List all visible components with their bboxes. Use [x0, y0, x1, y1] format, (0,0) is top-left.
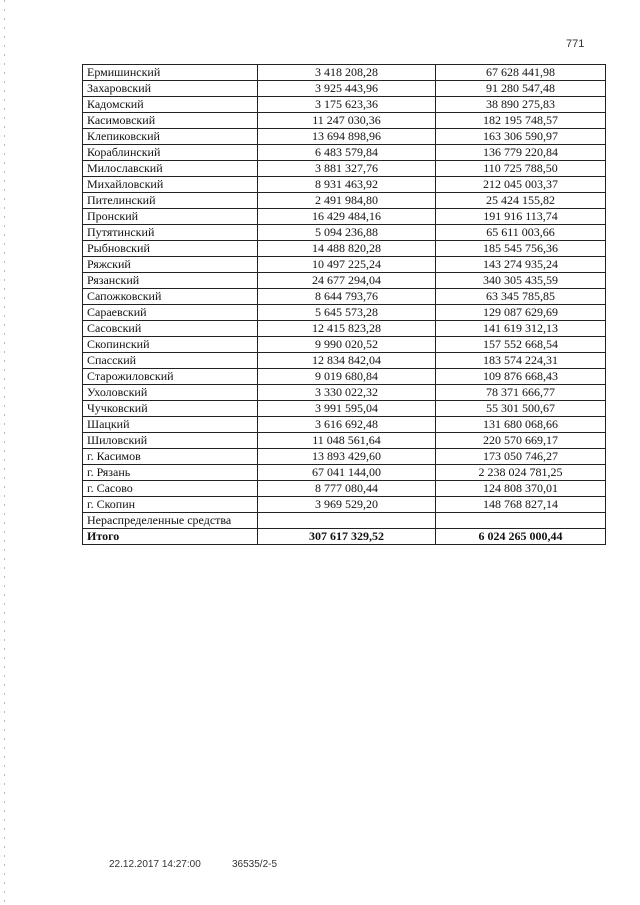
value-column-1-cell: 3 330 022,32 — [258, 385, 436, 401]
value-column-2-cell: 148 768 827,14 — [436, 497, 606, 513]
district-name-cell: Рыбновский — [83, 241, 258, 257]
table-body — [83, 65, 606, 545]
table-row — [83, 433, 606, 449]
table-row — [83, 241, 606, 257]
table-row — [83, 305, 606, 321]
table-row — [83, 129, 606, 145]
value-column-2-cell: 191 916 113,74 — [436, 209, 606, 225]
table-row — [83, 369, 606, 385]
value-column-1-cell: 12 415 823,28 — [258, 321, 436, 337]
value-column-1-cell: 24 677 294,04 — [258, 273, 436, 289]
value-column-2-cell: 67 628 441,98 — [436, 65, 606, 81]
district-name-cell: Спасский — [83, 353, 258, 369]
value-column-1-cell: 16 429 484,16 — [258, 209, 436, 225]
district-name-cell: г. Сасово — [83, 481, 258, 497]
district-name-cell: Ряжский — [83, 257, 258, 273]
value-column-1-cell: 3 969 529,20 — [258, 497, 436, 513]
value-column-1-cell: 3 418 208,28 — [258, 65, 436, 81]
value-column-2-cell: 163 306 590,97 — [436, 129, 606, 145]
value-column-1-cell — [258, 513, 436, 529]
district-name-cell: Путятинский — [83, 225, 258, 241]
value-column-1-cell: 12 834 842,04 — [258, 353, 436, 369]
table-row — [83, 209, 606, 225]
value-column-2-cell: 55 301 500,67 — [436, 401, 606, 417]
value-column-2-cell: 141 619 312,13 — [436, 321, 606, 337]
district-name-cell: Пронский — [83, 209, 258, 225]
value-column-2-cell: 212 045 003,37 — [436, 177, 606, 193]
district-name-cell: Клепиковский — [83, 129, 258, 145]
table-row — [83, 513, 606, 529]
table-row — [83, 177, 606, 193]
value-column-1-cell: 11 048 561,64 — [258, 433, 436, 449]
value-column-1-cell: 67 041 144,00 — [258, 465, 436, 481]
value-column-1-cell: 13 893 429,60 — [258, 449, 436, 465]
district-name-cell: Сараевский — [83, 305, 258, 321]
district-name-cell: Шацкий — [83, 417, 258, 433]
district-name-cell: Скопинский — [83, 337, 258, 353]
value-column-1-cell: 3 925 443,96 — [258, 81, 436, 97]
page-number: 771 — [566, 38, 585, 50]
district-name-cell: Михайловский — [83, 177, 258, 193]
district-name-cell: Кораблинский — [83, 145, 258, 161]
value-column-1-cell: 9 990 020,52 — [258, 337, 436, 353]
table-row — [83, 417, 606, 433]
value-column-1-cell: 5 094 236,88 — [258, 225, 436, 241]
district-name-cell: г. Рязань — [83, 465, 258, 481]
value-column-2-cell: 220 570 669,17 — [436, 433, 606, 449]
value-column-2-cell: 38 890 275,83 — [436, 97, 606, 113]
district-name-cell: Нераспределенные средства — [83, 513, 258, 529]
value-column-2-cell: 340 305 435,59 — [436, 273, 606, 289]
footer-timestamp: 22.12.2017 14:27:00 — [109, 859, 201, 870]
total-row — [83, 529, 606, 545]
table-row — [83, 81, 606, 97]
district-name-cell: Рязанский — [83, 273, 258, 289]
table-row — [83, 257, 606, 273]
value-column-2-cell: 143 274 935,24 — [436, 257, 606, 273]
value-column-2-cell: 131 680 068,66 — [436, 417, 606, 433]
value-column-2-cell: 129 087 629,69 — [436, 305, 606, 321]
value-column-2-cell — [436, 513, 606, 529]
table-row — [83, 497, 606, 513]
table-row — [83, 401, 606, 417]
value-column-2-cell: 25 424 155,82 — [436, 193, 606, 209]
district-name-cell: Милославский — [83, 161, 258, 177]
value-column-2-cell: 78 371 666,77 — [436, 385, 606, 401]
table-row — [83, 225, 606, 241]
value-column-1-cell: 6 483 579,84 — [258, 145, 436, 161]
district-name-cell: Ермишинский — [83, 65, 258, 81]
value-column-1-cell: 5 645 573,28 — [258, 305, 436, 321]
table-row — [83, 353, 606, 369]
table-row — [83, 337, 606, 353]
value-column-1-cell: 8 777 080,44 — [258, 481, 436, 497]
value-column-1-cell: 13 694 898,96 — [258, 129, 436, 145]
district-name-cell: Ухоловский — [83, 385, 258, 401]
table-row — [83, 289, 606, 305]
value-column-2-cell: 91 280 547,48 — [436, 81, 606, 97]
district-name-cell: г. Касимов — [83, 449, 258, 465]
total-value-2-cell: 6 024 265 000,44 — [436, 529, 606, 545]
table-row — [83, 385, 606, 401]
table-row — [83, 97, 606, 113]
district-name-cell: Сапожковский — [83, 289, 258, 305]
value-column-1-cell: 3 991 595,04 — [258, 401, 436, 417]
value-column-2-cell: 109 876 668,43 — [436, 369, 606, 385]
value-column-2-cell: 136 779 220,84 — [436, 145, 606, 161]
table-row — [83, 465, 606, 481]
value-column-2-cell: 157 552 668,54 — [436, 337, 606, 353]
footer-doc-code: 36535/2-5 — [232, 859, 278, 870]
value-column-2-cell: 183 574 224,31 — [436, 353, 606, 369]
value-column-2-cell: 185 545 756,36 — [436, 241, 606, 257]
value-column-1-cell: 3 616 692,48 — [258, 417, 436, 433]
district-name-cell: г. Скопин — [83, 497, 258, 513]
table-row — [83, 449, 606, 465]
scan-edge-artifact — [4, 0, 5, 905]
district-name-cell: Сасовский — [83, 321, 258, 337]
value-column-2-cell: 110 725 788,50 — [436, 161, 606, 177]
value-column-1-cell: 8 931 463,92 — [258, 177, 436, 193]
table-row — [83, 161, 606, 177]
value-column-2-cell: 65 611 003,66 — [436, 225, 606, 241]
value-column-1-cell: 3 175 623,36 — [258, 97, 436, 113]
district-name-cell: Касимовский — [83, 113, 258, 129]
table-row — [83, 113, 606, 129]
value-column-2-cell: 2 238 024 781,25 — [436, 465, 606, 481]
value-column-1-cell: 9 019 680,84 — [258, 369, 436, 385]
district-name-cell: Кадомский — [83, 97, 258, 113]
value-column-2-cell: 63 345 785,85 — [436, 289, 606, 305]
table-row — [83, 193, 606, 209]
table-row — [83, 481, 606, 497]
value-column-1-cell: 10 497 225,24 — [258, 257, 436, 273]
value-column-1-cell: 11 247 030,36 — [258, 113, 436, 129]
total-value-1-cell: 307 617 329,52 — [258, 529, 436, 545]
table-row — [83, 65, 606, 81]
district-name-cell: Чучковский — [83, 401, 258, 417]
table-row — [83, 273, 606, 289]
value-column-2-cell: 182 195 748,57 — [436, 113, 606, 129]
district-name-cell: Старожиловский — [83, 369, 258, 385]
value-column-1-cell: 2 491 984,80 — [258, 193, 436, 209]
district-name-cell: Шиловский — [83, 433, 258, 449]
value-column-2-cell: 124 808 370,01 — [436, 481, 606, 497]
table-row — [83, 145, 606, 161]
value-column-1-cell: 14 488 820,28 — [258, 241, 436, 257]
budget-table — [82, 64, 606, 545]
district-name-cell: Пителинский — [83, 193, 258, 209]
value-column-1-cell: 3 881 327,76 — [258, 161, 436, 177]
value-column-2-cell: 173 050 746,27 — [436, 449, 606, 465]
value-column-1-cell: 8 644 793,76 — [258, 289, 436, 305]
total-label-cell: Итого — [83, 529, 258, 545]
table-row — [83, 321, 606, 337]
district-name-cell: Захаровский — [83, 81, 258, 97]
